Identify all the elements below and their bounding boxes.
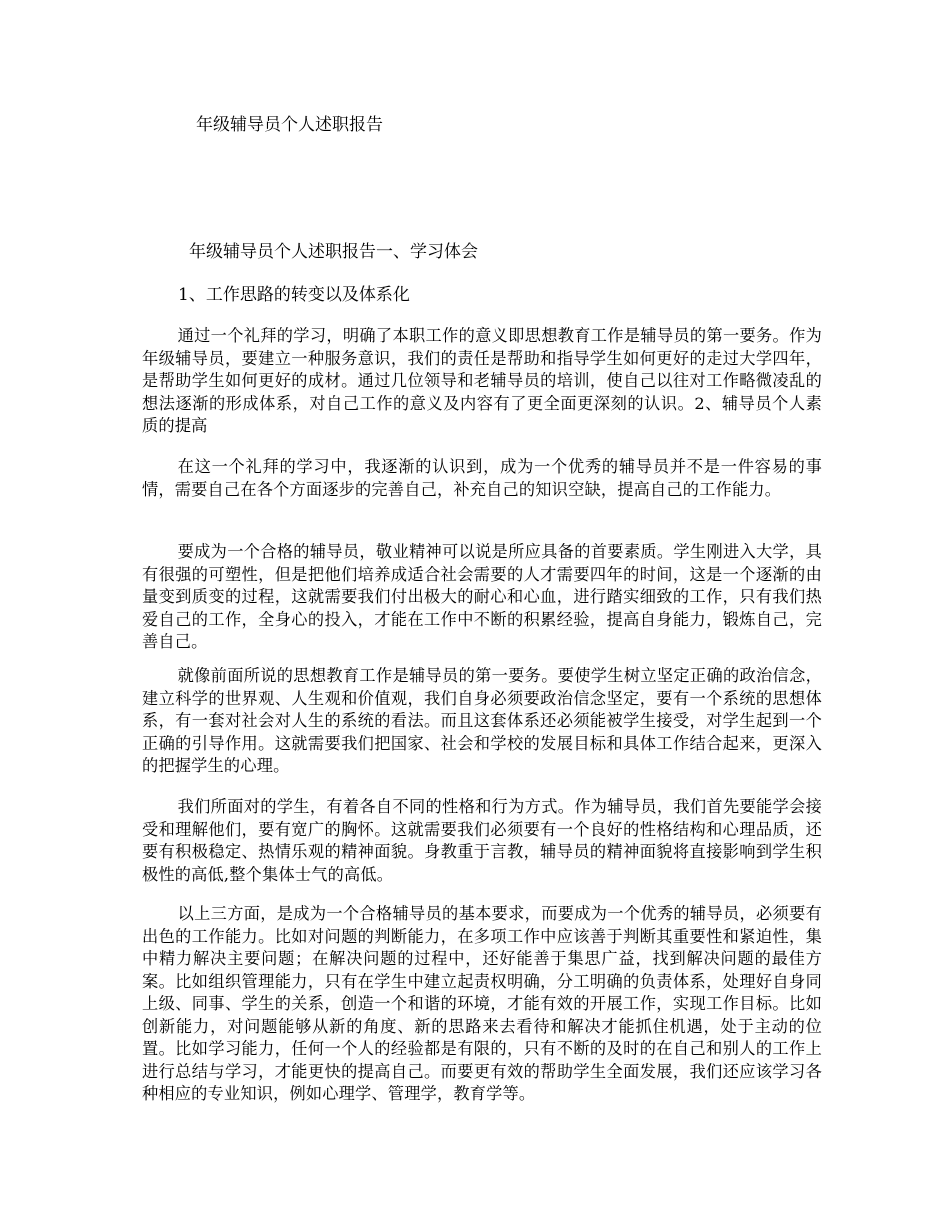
paragraph: 要成为一个合格的辅导员，敬业精神可以说是所应具备的首要素质。学生刚进入大学，具有很强的可塑性，但是把他们培养成适合社会需要的人才需要四年的时间，这是一个逐渐的由量变到质变的过程，这就需要我们付出极大的耐心和心血，进行踏实细致的工作，只有我们热爱自己的工作，全身心的投入，才能在工作中不断的积累经验，提高自身能力，锻炼自己，完善自己。 xyxy=(142,542,822,651)
paragraph: 就像前面所说的思想教育工作是辅导员的第一要务。要使学生树立坚定正确的政治信念，建立科学的世界观、人生观和价值观，我们自身必须要政治信念坚定，要有一个系统的思想体系，有一套对社会对人生的系统的看法。而且这套体系还必须能被学生接受，对学生起到一个正确的引导作用。这就需要我们把国家、社会和学校的发展目标和具体工作结合起来，更深入的把握学生的心理。 xyxy=(142,666,822,775)
document-subtitle: 年级辅导员个人述职报告一、学习体会 xyxy=(189,242,478,262)
paragraph: 在这一个礼拜的学习中，我逐渐的认识到，成为一个优秀的辅导员并不是一件容易的事情，需要自己在各个方面逐步的完善自己，补充自己的知识空缺，提高自己的工作能力。 xyxy=(142,457,822,499)
paragraph: 我们所面对的学生，有着各自不同的性格和行为方式。作为辅导员，我们首先要能学会接受和理解他们，要有宽广的胸怀。这就需要我们必须要有一个良好的性格结构和心理品质，还要有积极稳定、热情乐观的精神面貌。身教重于言教，辅导员的精神面貌将直接影响到学生积极性的高低,整个集体士气的高低。 xyxy=(142,797,822,884)
paragraph: 以上三方面，是成为一个合格辅导员的基本要求，而要成为一个优秀的辅导员，必须要有出色的工作能力。比如对问题的判断能力，在多项工作中应该善于判断其重要性和紧迫性，集中精力解决主要问题；在解决问题的过程中，还好能善于集思广益，找到解决问题的最佳方案。比如组织管理能力，只有在学生中建立起责权明确，分工明确的负责体系，处理好自身同上级、同事、学生的关系，创造一个和谐的环境，才能有效的开展工作，实现工作目标。比如创新能力，对问题能够从新的角度、新的思路来去看待和解决才能抓住机遇，处于主动的位置。比如学习能力，任何一个人的经验都是有限的，只有不断的及时的在自己和别人的工作上进行总结与学习，才能更快的提高自己。而要更有效的帮助学生全面发展，我们还应该学习各种相应的专业知识，例如心理学、管理学，教育学等。 xyxy=(142,904,822,1103)
document-title: 年级辅导员个人述职报告 xyxy=(196,115,383,135)
paragraph: 通过一个礼拜的学习，明确了本职工作的意义即思想教育工作是辅导员的第一要务。作为年级辅导员，要建立一种服务意识，我们的责任是帮助和指导学生如何更好的走过大学四年，是帮助学生如何更好的成材。通过几位领导和老辅导员的培训，使自己以往对工作略微凌乱的想法逐渐的形成体系，对自己工作的意义及内容有了更全面更深刻的认识。2、辅导员个人素质的提高 xyxy=(142,326,822,435)
section-heading: 1、工作思路的转变以及体系化 xyxy=(178,285,410,305)
